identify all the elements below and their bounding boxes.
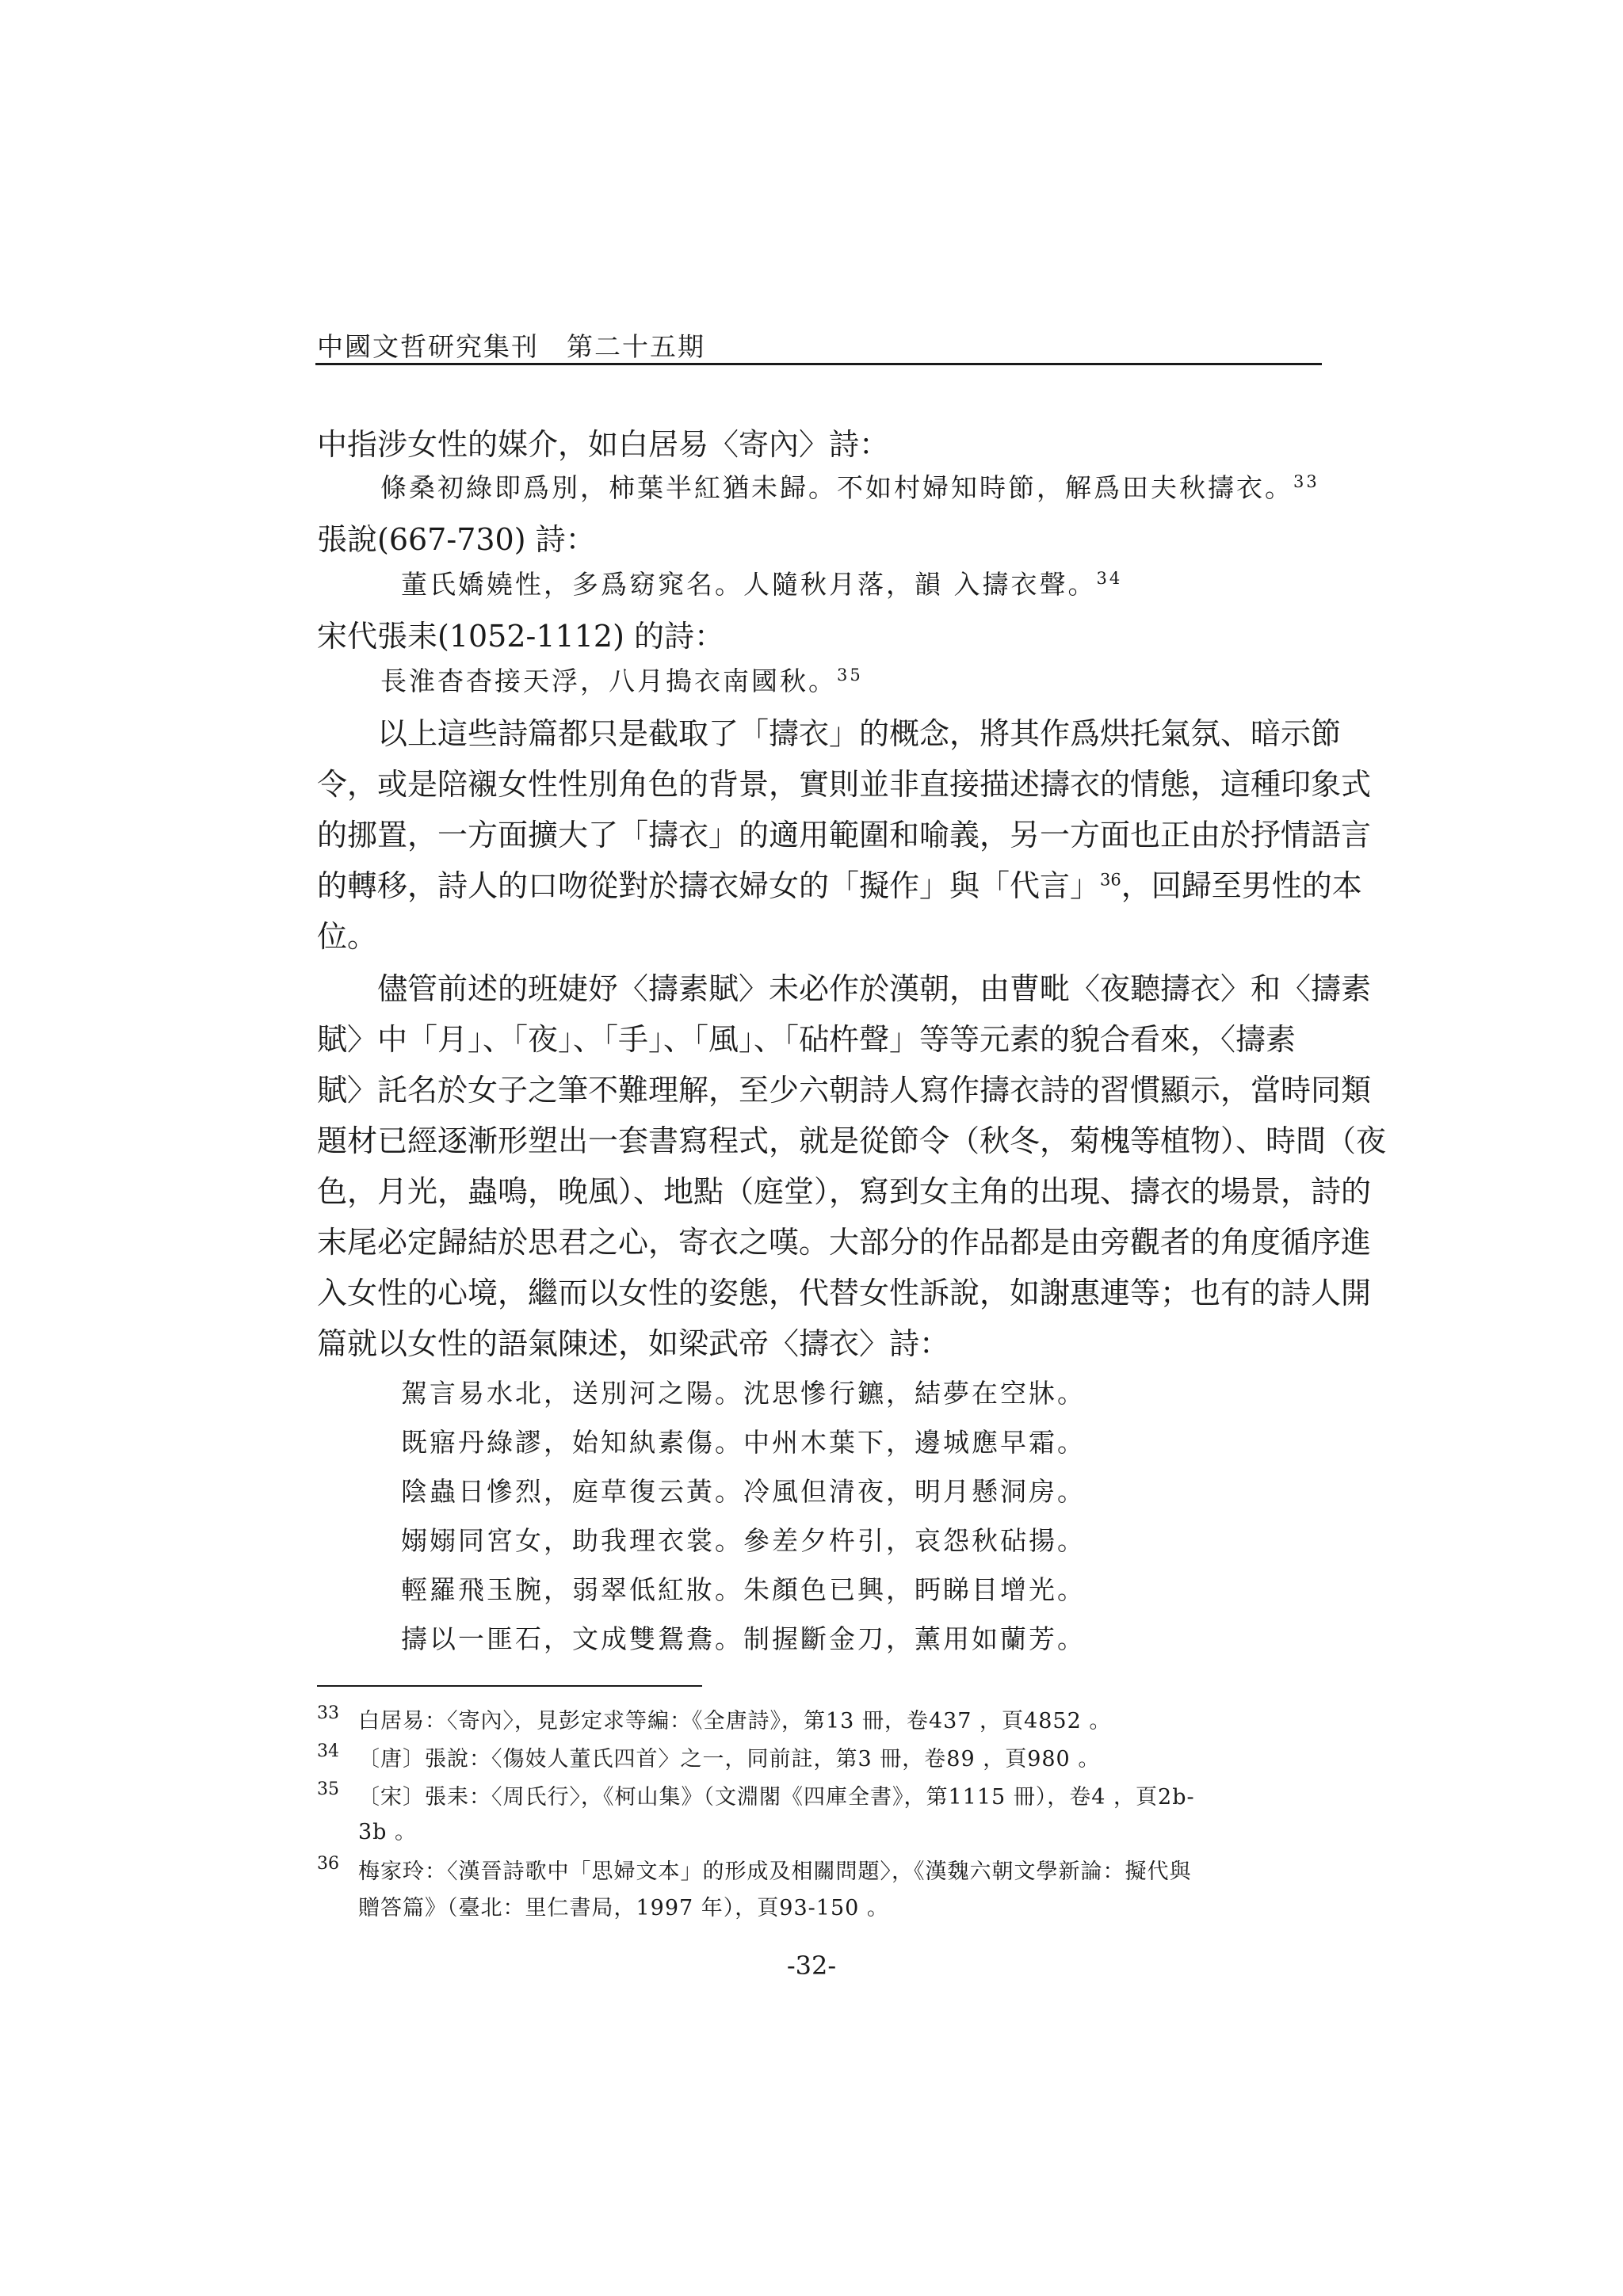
footnote-ref-36: 36 — [1100, 870, 1121, 890]
para1-line-3: 的挪置，一方面擴大了「擣衣」的適用範圍和喻義，另一方面也正由於抒情語言 — [317, 818, 1372, 852]
quote-3-text: 長淮杳杳接天浮，八月搗衣南國秋。 — [380, 666, 837, 696]
quote-1-text: 條桑初綠即爲別，柿葉半紅猶未歸。不如村婦知時節，解爲田夫秋擣衣。 — [380, 472, 1293, 503]
poem-line-5: 輕羅飛玉腕，弱翠低紅妝。朱顏色已興，眄睇目增光。 — [401, 1574, 1086, 1605]
para2-line-6: 末尾必定歸結於思君之心，寄衣之嘆。大部分的作品都是由旁觀者的角度循序進 — [317, 1225, 1372, 1260]
footnote-number: 36 — [317, 1854, 339, 1874]
page-number: -32- — [786, 1951, 837, 1981]
para1-line-4 — [317, 861, 1362, 905]
poem-line-1: 駕言易水北，送別河之陽。沈思慘行鑣，結夢在空牀。 — [401, 1378, 1086, 1409]
footnote-number: 34 — [317, 1741, 339, 1761]
para2-line-3: 賦〉託名於女子之筆不難理解，至少六朝詩人寫作擣衣詩的習慣顯示，當時同類 — [317, 1073, 1372, 1108]
quote-1 — [380, 467, 1319, 505]
para1-line-4-a: 的轉移，詩人的口吻從對於擣衣婦女的「擬作」與「代言」 — [317, 868, 1101, 903]
poem-line-6: 擣以一匪石，文成雙鴛鴦。制握斷金刀，薰用如蘭芳。 — [401, 1623, 1086, 1654]
para2-line-5: 色，月光，蟲鳴，晚風）、地點（庭堂），寫到女主角的出現、擣衣的場景，詩的 — [317, 1174, 1372, 1209]
running-header: 中國文哲研究集刊 第二十五期 — [317, 331, 705, 362]
footnote-text: 梅家玲：〈漢晉詩歌中「思婦文本」的形成及相關問題〉，《漢魏六朝文學新論：擬代與 — [358, 1859, 1192, 1884]
footnote-text-cont: 贈答篇》（臺北：里仁書局，1997 年），頁93-150 。 — [358, 1896, 889, 1920]
para2-line-2: 賦〉中「月」、「夜」、「手」、「風」、「砧杵聲」等等元素的貌合看來，〈擣素 — [317, 1022, 1296, 1057]
footnote-ref-35: 35 — [837, 666, 863, 685]
poem-line-4: 嫋嫋同宮女，助我理衣裳。參差夕杵引，哀怨秋砧揚。 — [401, 1525, 1086, 1556]
para1-line-2: 令，或是陪襯女性性別角色的背景，實則並非直接描述擣衣的情態，這種印象式 — [317, 767, 1372, 802]
quote-3 — [380, 661, 863, 698]
para1-line-5: 位。 — [317, 919, 378, 954]
intro-line: 中指涉女性的媒介，如白居易〈寄內〉詩： — [317, 427, 890, 462]
para2-line-1: 儘管前述的班婕妤〈擣素賦〉未必作於漢朝，由曹毗〈夜聽擣衣〉和〈擣素 — [317, 971, 1372, 1006]
para1-line-1: 以上這些詩篇都只是截取了「擣衣」的概念，將其作爲烘托氣氛、暗示節 — [317, 716, 1342, 751]
para1-line-4-b: ，回歸至男性的本 — [1121, 868, 1362, 903]
poem-line-2: 既寤丹綠謬，始知紈素傷。中州木葉下，邊城應早霜。 — [401, 1427, 1086, 1458]
footnote-ref-34: 34 — [1096, 569, 1123, 588]
para2-line-8: 篇就以女性的語氣陳述，如梁武帝〈擣衣〉詩： — [317, 1326, 950, 1361]
footnote-text: 〔宋〕張耒：〈周氏行〉，《柯山集》（文淵閣《四庫全書》，第1115 冊），卷4 ，頁2b- — [358, 1785, 1195, 1810]
para2-line-4: 題材已經逐漸形塑出一套書寫程式，就是從節令（秋冬，菊槐等植物）、時間（夜 — [317, 1123, 1387, 1158]
footnote-number: 33 — [317, 1703, 339, 1723]
footnote-ref-33: 33 — [1293, 472, 1319, 491]
header-rule — [315, 363, 1322, 365]
footnote-text: 白居易：〈寄內〉，見彭定求等編：《全唐詩》，第13 冊，卷437 ，頁4852 。 — [358, 1709, 1112, 1733]
lead-zhang-lei: 宋代張耒(1052-1112) 的詩： — [317, 619, 724, 654]
quote-2 — [401, 564, 1122, 601]
para2-line-7: 入女性的心境，繼而以女性的姿態，代替女性訴說，如謝惠連等；也有的詩人開 — [317, 1276, 1372, 1310]
footnote-text-cont: 3b 。 — [358, 1820, 418, 1844]
poem-line-3: 陰蟲日慘烈，庭草復云黃。冷風但清夜，明月懸洞房。 — [401, 1476, 1086, 1507]
footnote-number: 35 — [317, 1779, 339, 1799]
footnote-rule — [317, 1685, 702, 1687]
quote-2-text: 董氏嬌嬈性，多爲窈窕名。人隨秋月落，韻 入擣衣聲。 — [401, 569, 1097, 600]
lead-zhang-yue: 張說(667-730) 詩： — [317, 522, 596, 557]
footnote-text: 〔唐〕張說：〈傷妓人董氏四首〉之一，同前註，第3 冊，卷89 ，頁980 。 — [358, 1747, 1101, 1772]
